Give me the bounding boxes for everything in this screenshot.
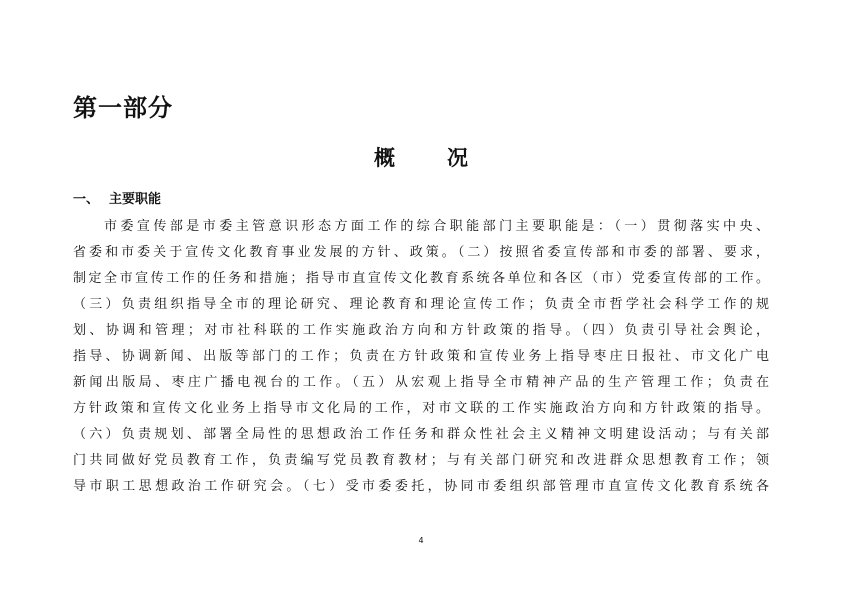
paragraph-line: 方针政策和宣传文化业务上指导市文化局的工作，对市文联的工作实施政治方向和方针政策的指导。 [73, 401, 769, 416]
paragraph-line: 市委宣传部是市委主管意识形态方面工作的综合职能部门主要职能是：（一）贯彻落实中央、 [104, 219, 769, 234]
paragraph-line: 指导、协调新闻、出版等部门的工作；负责在方针政策和宣传业务上指导枣庄日报社、市文化广电 [73, 349, 769, 364]
paragraph-line: 制定全市宣传工作的任务和措施；指导市直宣传文化教育系统各单位和各区（市）党委宣传部的工作。 [73, 271, 769, 286]
main-title [0, 148, 842, 169]
paragraph-line: （三）负责组织指导全市的理论研究、理论教育和理论宣传工作；负责全市哲学社会科学工作的规 [73, 297, 769, 312]
paragraph-line: 门共同做好党员教育工作，负责编写党员教育教材；与有关部门研究和改进群众思想教育工作；领 [73, 453, 769, 468]
paragraph-line: 划、协调和管理；对市社科联的工作实施政治方向和方针政策的指导。（四）负责引导社会舆论， [73, 323, 769, 338]
section-heading [73, 193, 161, 206]
paragraph-line: 导市职工思想政治工作研究会。（七）受市委委托，协同市委组织部管理市直宣传文化教育系统各 [73, 479, 769, 494]
paragraph-line: 新闻出版局、枣庄广播电视台的工作。（五）从宏观上指导全市精神产品的生产管理工作；负责在 [73, 375, 769, 390]
main-title-char-1: 概 [374, 146, 395, 170]
main-title-char-2: 况 [447, 146, 468, 170]
paragraph-line: 省委和市委关于宣传文化教育事业发展的方针、政策。（二）按照省委宣传部和市委的部署、要求， [73, 245, 769, 260]
section-number: 一、 [73, 192, 100, 207]
paragraph-line: （六）负责规划、部署全局性的思想政治工作任务和群众性社会主义精神文明建设活动；与有关部 [73, 427, 769, 442]
page-number: 4 [418, 536, 424, 545]
part-title: 第一部分 [73, 94, 173, 122]
section-heading-text: 主要职能 [109, 192, 162, 207]
